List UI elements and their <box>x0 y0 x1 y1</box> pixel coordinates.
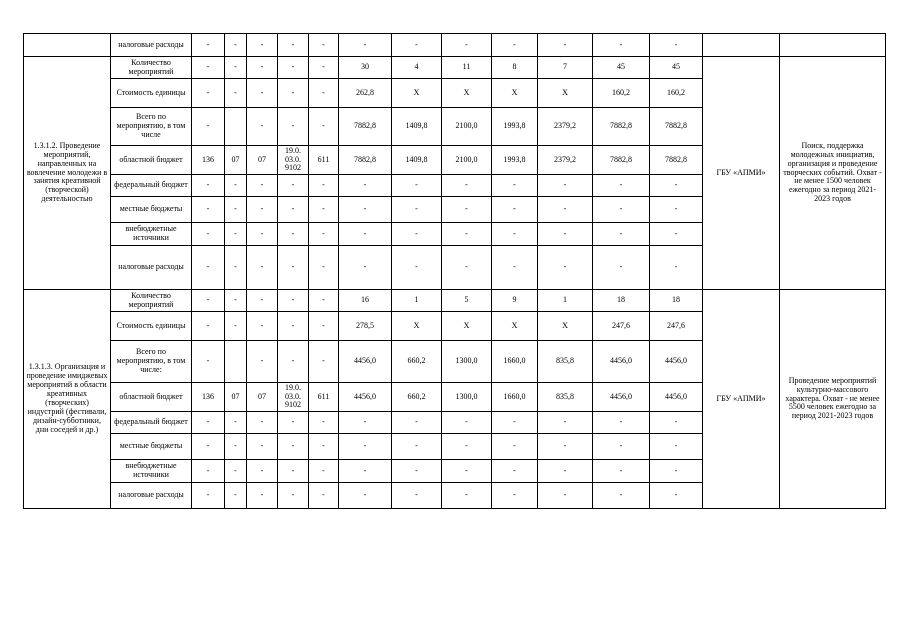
table-cell: 1409,8 <box>392 146 442 175</box>
row-label: областной бюджет <box>111 146 192 175</box>
table-cell: - <box>442 483 492 509</box>
table-row <box>24 34 886 57</box>
table-cell: - <box>538 483 593 509</box>
table-cell: - <box>650 412 703 434</box>
table-cell: - <box>192 34 225 57</box>
table-cell: 18 <box>650 290 703 312</box>
table-cell: - <box>309 312 339 341</box>
table-cell: 8 <box>492 57 538 79</box>
table-cell: - <box>392 34 442 57</box>
row-label: Стоимость единицы <box>111 312 192 341</box>
table-cell: 835,8 <box>538 383 593 412</box>
table-cell: - <box>192 434 225 460</box>
table-cell <box>225 108 247 146</box>
table-cell: 2100,0 <box>442 108 492 146</box>
table-cell: 660,2 <box>392 383 442 412</box>
row-label: налоговые расходы <box>111 483 192 509</box>
table-cell: 2379,2 <box>538 108 593 146</box>
table-cell: - <box>442 34 492 57</box>
table-cell: - <box>392 223 442 246</box>
table-cell: - <box>593 483 650 509</box>
table-cell: - <box>278 434 309 460</box>
table-cell: - <box>492 460 538 483</box>
table-cell: - <box>538 434 593 460</box>
table-cell: - <box>192 108 225 146</box>
table-cell: 7882,8 <box>650 146 703 175</box>
table-cell <box>225 341 247 383</box>
table-cell: - <box>442 197 492 223</box>
table-cell: 4456,0 <box>593 383 650 412</box>
table-cell: - <box>309 341 339 383</box>
table-cell: 247,6 <box>650 312 703 341</box>
result-cell-empty <box>780 34 886 57</box>
table-cell: - <box>309 412 339 434</box>
table-cell: - <box>442 175 492 197</box>
table-cell: - <box>192 341 225 383</box>
table-cell: - <box>309 197 339 223</box>
row-label: Количество мероприятий <box>111 290 192 312</box>
row-label: Количество мероприятий <box>111 57 192 79</box>
table-cell: Х <box>538 312 593 341</box>
table-cell: 5 <box>442 290 492 312</box>
table-cell: 1 <box>392 290 442 312</box>
table-cell: - <box>309 223 339 246</box>
table-cell: - <box>650 434 703 460</box>
table-cell: - <box>192 223 225 246</box>
activity-cell-empty <box>24 34 111 57</box>
table-cell: 247,6 <box>593 312 650 341</box>
table-cell: 30 <box>339 57 392 79</box>
row-label: Всего по мероприятию, в том числе <box>111 108 192 146</box>
table-cell: - <box>278 197 309 223</box>
table-cell: - <box>650 460 703 483</box>
table-cell: - <box>492 434 538 460</box>
table-cell: 160,2 <box>650 79 703 108</box>
table-cell: 160,2 <box>593 79 650 108</box>
table-cell: - <box>247 57 278 79</box>
table-cell: - <box>192 290 225 312</box>
table-cell: - <box>225 290 247 312</box>
table-cell: - <box>309 79 339 108</box>
table-cell: - <box>538 246 593 290</box>
table-cell: - <box>339 460 392 483</box>
table-cell: 7882,8 <box>593 146 650 175</box>
table-cell: - <box>247 34 278 57</box>
result-cell: Проведение мероприятий культурно-массового характера. Охват - не менее 5500 человек ежегодно за период 2021-2023 годов <box>780 290 886 509</box>
table-cell: - <box>278 57 309 79</box>
table-cell: - <box>309 434 339 460</box>
table-cell: - <box>192 197 225 223</box>
row-label: областной бюджет <box>111 383 192 412</box>
table-cell: 1660,0 <box>492 341 538 383</box>
table-cell: - <box>339 34 392 57</box>
table-cell: - <box>278 412 309 434</box>
table-cell: - <box>392 483 442 509</box>
table-cell: 11 <box>442 57 492 79</box>
table-cell: - <box>247 79 278 108</box>
table-cell: 7882,8 <box>650 108 703 146</box>
table-cell: 262,8 <box>339 79 392 108</box>
table-cell: 45 <box>650 57 703 79</box>
table-cell: - <box>492 412 538 434</box>
executor-cell: ГБУ «АПМИ» <box>703 290 780 509</box>
table-cell: - <box>247 483 278 509</box>
table-cell: - <box>492 175 538 197</box>
executor-cell-empty <box>703 34 780 57</box>
row-label: федеральный бюджет <box>111 175 192 197</box>
table-cell: 7882,8 <box>339 108 392 146</box>
table-cell: - <box>538 197 593 223</box>
table-cell: - <box>538 34 593 57</box>
activity-cell: 1.3.1.2. Проведение мероприятий, направленных на вовлечение молодежи в занятия креативной (творческой) деятельностью <box>24 57 111 290</box>
table-cell: - <box>192 412 225 434</box>
table-cell: 1993,8 <box>492 146 538 175</box>
table-cell: 278,5 <box>339 312 392 341</box>
table-cell: - <box>339 434 392 460</box>
table-cell: - <box>247 197 278 223</box>
table-cell: 1409,8 <box>392 108 442 146</box>
table-cell: - <box>225 483 247 509</box>
table-cell: 4456,0 <box>650 341 703 383</box>
table-cell: - <box>392 197 442 223</box>
table-cell: 07 <box>225 146 247 175</box>
table-cell: - <box>225 460 247 483</box>
table-cell: - <box>650 246 703 290</box>
table-cell: - <box>593 460 650 483</box>
table-cell: - <box>278 175 309 197</box>
table-cell: 1300,0 <box>442 383 492 412</box>
row-label: налоговые расходы <box>111 246 192 290</box>
table-cell: - <box>538 175 593 197</box>
table-cell: 19.0. 03.0. 9102 <box>278 146 309 175</box>
table-cell: - <box>538 460 593 483</box>
table-cell: - <box>593 246 650 290</box>
table-cell: - <box>278 312 309 341</box>
table-cell: 07 <box>247 383 278 412</box>
table-cell: Х <box>442 312 492 341</box>
table-cell: 19.0. 03.0. 9102 <box>278 383 309 412</box>
table-cell: - <box>339 223 392 246</box>
table-cell: - <box>492 483 538 509</box>
table-cell: Х <box>538 79 593 108</box>
table-cell: - <box>442 223 492 246</box>
table-cell: - <box>492 34 538 57</box>
table-cell: Х <box>392 79 442 108</box>
table-cell: 16 <box>339 290 392 312</box>
table-cell: - <box>339 197 392 223</box>
table-cell: Х <box>392 312 442 341</box>
row-label: налоговые расходы <box>111 34 192 57</box>
table-cell: Х <box>492 79 538 108</box>
table-cell: - <box>192 79 225 108</box>
table-cell: - <box>247 290 278 312</box>
table-cell: 2379,2 <box>538 146 593 175</box>
table-cell: 136 <box>192 383 225 412</box>
table-cell: - <box>225 197 247 223</box>
table-cell: - <box>442 246 492 290</box>
table-cell: - <box>225 57 247 79</box>
row-label: местные бюджеты <box>111 434 192 460</box>
table-cell: - <box>593 412 650 434</box>
table-cell: - <box>247 223 278 246</box>
table-cell: - <box>225 246 247 290</box>
row-label: федеральный бюджет <box>111 412 192 434</box>
table-cell: - <box>247 434 278 460</box>
table-cell: Х <box>442 79 492 108</box>
table-cell: 660,2 <box>392 341 442 383</box>
table-body <box>24 34 886 509</box>
table-cell: 1660,0 <box>492 383 538 412</box>
table-cell: - <box>442 460 492 483</box>
table-cell: - <box>225 223 247 246</box>
row-label: Стоимость единицы <box>111 79 192 108</box>
table-cell: Х <box>492 312 538 341</box>
table-cell: 7882,8 <box>339 146 392 175</box>
table-cell: - <box>278 483 309 509</box>
table-cell: - <box>278 290 309 312</box>
table-cell: - <box>225 175 247 197</box>
table-cell: - <box>593 34 650 57</box>
table-cell: 9 <box>492 290 538 312</box>
table-cell: 611 <box>309 146 339 175</box>
table-cell: - <box>392 175 442 197</box>
table-cell: - <box>492 197 538 223</box>
executor-cell: ГБУ «АПМИ» <box>703 57 780 290</box>
table-cell: - <box>538 223 593 246</box>
table-cell: - <box>192 57 225 79</box>
table-cell: 4456,0 <box>593 341 650 383</box>
table-cell: - <box>278 108 309 146</box>
table-cell: - <box>593 223 650 246</box>
table-cell: - <box>225 412 247 434</box>
table-cell: - <box>339 483 392 509</box>
table-cell: - <box>192 246 225 290</box>
table-cell: 45 <box>593 57 650 79</box>
table-cell: - <box>247 108 278 146</box>
table-cell: - <box>392 412 442 434</box>
table-cell: - <box>225 434 247 460</box>
table-cell: - <box>278 460 309 483</box>
table-cell: - <box>278 34 309 57</box>
table-cell: - <box>650 483 703 509</box>
table-cell: - <box>225 34 247 57</box>
row-label: местные бюджеты <box>111 197 192 223</box>
table-cell: - <box>593 434 650 460</box>
table-cell: 07 <box>225 383 247 412</box>
table-cell: - <box>650 34 703 57</box>
table-cell: - <box>247 175 278 197</box>
activity-cell: 1.3.1.3. Организация и проведение имиджевых мероприятий в области креативных (творческих) индустрий (фестивали, дизайн-субботники, дни соседей и др.) <box>24 290 111 509</box>
table-cell: - <box>309 246 339 290</box>
table-cell: - <box>309 108 339 146</box>
table-cell: - <box>538 412 593 434</box>
table-cell: - <box>247 460 278 483</box>
table-cell: - <box>309 175 339 197</box>
table-cell: 1 <box>538 290 593 312</box>
table-cell: - <box>309 290 339 312</box>
budget-table <box>23 33 886 509</box>
table-cell: - <box>192 175 225 197</box>
table-row <box>24 57 886 79</box>
table-cell: - <box>309 57 339 79</box>
table-cell: 1993,8 <box>492 108 538 146</box>
table-cell: - <box>278 246 309 290</box>
table-cell: - <box>309 34 339 57</box>
table-cell: - <box>442 412 492 434</box>
table-cell: - <box>225 312 247 341</box>
table-cell: 07 <box>247 146 278 175</box>
table-cell: - <box>339 175 392 197</box>
table-cell: - <box>392 460 442 483</box>
table-cell: 2100,0 <box>442 146 492 175</box>
table-cell: - <box>225 79 247 108</box>
table-cell: - <box>593 175 650 197</box>
table-cell: 7882,8 <box>593 108 650 146</box>
table-cell: - <box>247 246 278 290</box>
table-cell: - <box>339 412 392 434</box>
table-cell: 7 <box>538 57 593 79</box>
row-label: Всего по мероприятию, в том числе: <box>111 341 192 383</box>
table-cell: - <box>278 223 309 246</box>
table-cell: - <box>192 460 225 483</box>
table-cell: - <box>192 312 225 341</box>
table-cell: - <box>247 412 278 434</box>
table-cell: - <box>278 79 309 108</box>
row-label: внебюджетные источники <box>111 223 192 246</box>
table-cell: 611 <box>309 383 339 412</box>
table-cell: 835,8 <box>538 341 593 383</box>
table-cell: - <box>392 246 442 290</box>
table-cell: 1300,0 <box>442 341 492 383</box>
table-cell: 4456,0 <box>650 383 703 412</box>
table-cell: - <box>492 246 538 290</box>
table-cell: - <box>650 175 703 197</box>
table-cell: - <box>247 312 278 341</box>
table-cell: - <box>309 483 339 509</box>
table-cell: - <box>442 434 492 460</box>
table-cell: - <box>247 341 278 383</box>
table-cell: 4 <box>392 57 442 79</box>
table-cell: 18 <box>593 290 650 312</box>
row-label: внебюджетные источники <box>111 460 192 483</box>
table-cell: - <box>593 197 650 223</box>
table-cell: - <box>278 341 309 383</box>
table-cell: - <box>650 197 703 223</box>
table-row <box>24 290 886 312</box>
table-cell: - <box>392 434 442 460</box>
table-cell: - <box>192 483 225 509</box>
table-cell: - <box>339 246 392 290</box>
table-cell: - <box>492 223 538 246</box>
table-cell: 4456,0 <box>339 341 392 383</box>
result-cell: Поиск, поддержка молодежных инициатив, организация и проведение творческих событий. Охват - не менее 1500 человек ежегодно за период 2021-2023 годов <box>780 57 886 290</box>
table-cell: 4456,0 <box>339 383 392 412</box>
table-cell: - <box>309 460 339 483</box>
table-cell: - <box>650 223 703 246</box>
table-cell: 136 <box>192 146 225 175</box>
